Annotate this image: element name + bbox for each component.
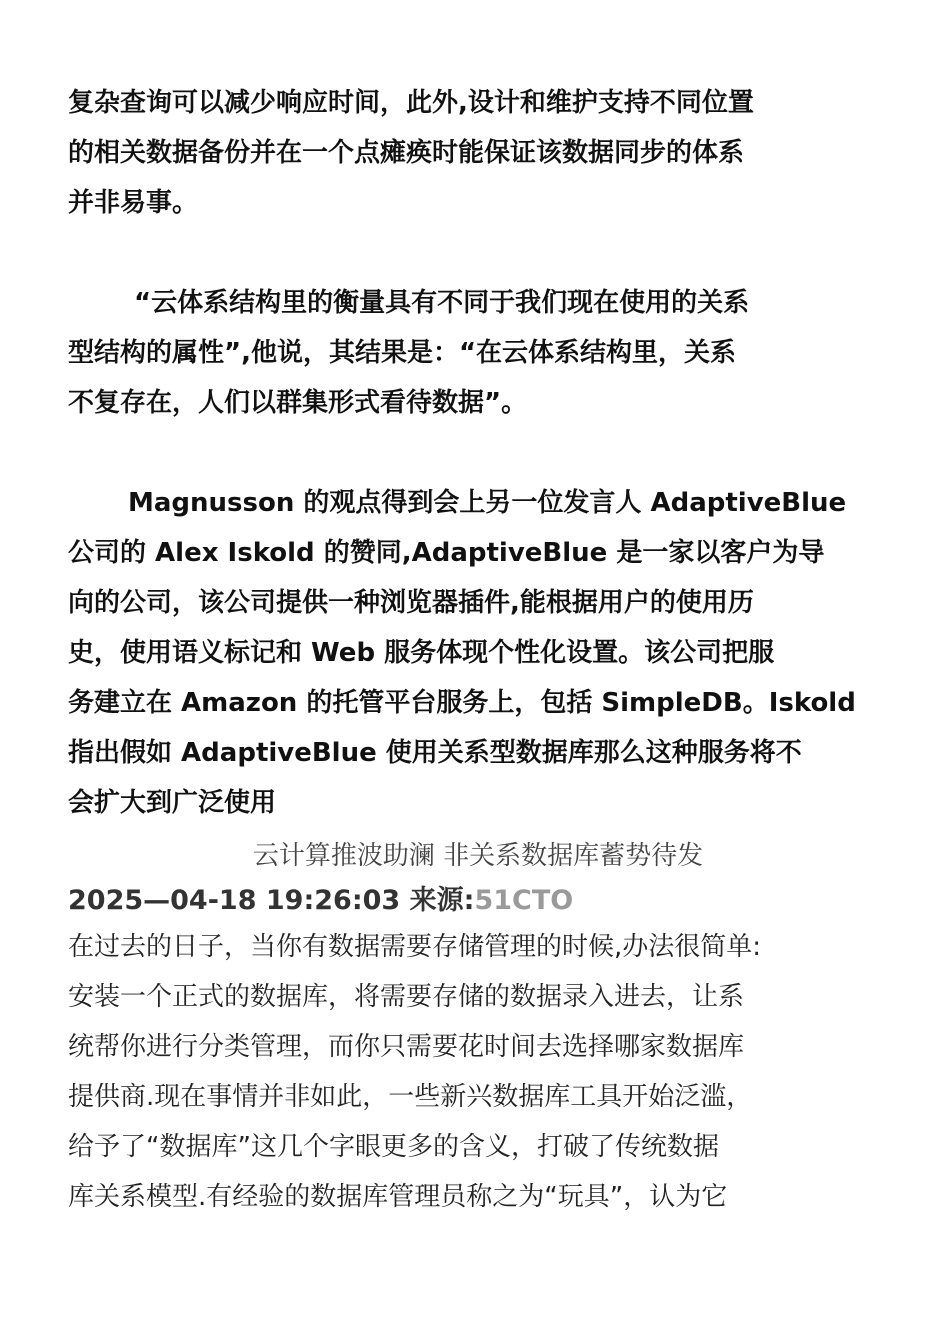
paragraph-line: 提供商.现在事情并非如此，一些新兴数据库工具开始泛滥，	[68, 1082, 753, 1112]
paragraph-4	[68, 922, 888, 1222]
article-source-link[interactable]: 51CTO	[474, 885, 574, 916]
paragraph-line: 史，使用语义标记和 Web 服务体现个性化设置。该公司把服	[68, 638, 775, 668]
article-datetime: 2025—04-18 19:26:03	[68, 885, 401, 916]
paragraph-line: 公司的 Alex Iskold 的赞同,AdaptiveBlue 是一家以客户为导	[68, 538, 825, 568]
paragraph-line: 的相关数据备份并在一个点瘫痪时能保证该数据同步的体系	[68, 138, 745, 168]
paragraph-line: 库关系模型.有经验的数据库管理员称之为“玩具”，认为它	[68, 1182, 728, 1212]
paragraph-line: 型结构的属性”,他说，其结果是：“在云体系结构里，关系	[68, 338, 737, 368]
paragraph-line: Magnusson 的观点得到会上另一位发言人 AdaptiveBlue	[128, 488, 847, 518]
paragraph-line: 不复存在，人们以群集形式看待数据”。	[68, 388, 528, 418]
paragraph-line: 复杂查询可以减少响应时间，此外,设计和维护支持不同位置	[68, 88, 754, 118]
paragraph-1	[68, 78, 888, 228]
article-title: 云计算推波助澜 非关系数据库蓄势待发	[252, 841, 704, 871]
paragraph-line: 统帮你进行分类管理，而你只需要花时间去选择哪家数据库	[68, 1032, 745, 1062]
paragraph-line: 务建立在 Amazon 的托管平台服务上，包括 SimpleDB。Iskold	[68, 688, 856, 718]
paragraph-3	[68, 478, 888, 828]
paragraph-spacer	[68, 228, 888, 278]
paragraph-2	[68, 278, 888, 428]
paragraph-line: “云体系结构里的衡量具有不同于我们现在使用的关系	[134, 288, 750, 318]
paragraph-line: 向的公司，该公司提供一种浏览器插件,能根据用户的使用历	[68, 588, 754, 618]
paragraph-line: 安装一个正式的数据库，将需要存储的数据录入进去，让系	[68, 982, 745, 1012]
paragraph-line: 指出假如 AdaptiveBlue 使用关系型数据库那么这种服务将不	[68, 738, 802, 768]
document-page	[68, 78, 888, 1222]
article-meta	[68, 880, 888, 922]
paragraph-line: 在过去的日子，当你有数据需要存储管理的时候,办法很简单:	[68, 932, 762, 962]
article-source-label: 来源:	[409, 885, 475, 916]
paragraph-line: 给予了“数据库”这几个字眼更多的含义，打破了传统数据	[68, 1132, 719, 1162]
paragraph-line: 并非易事。	[68, 188, 199, 218]
paragraph-line: 会扩大到广泛使用	[68, 788, 277, 818]
paragraph-spacer	[68, 428, 888, 478]
